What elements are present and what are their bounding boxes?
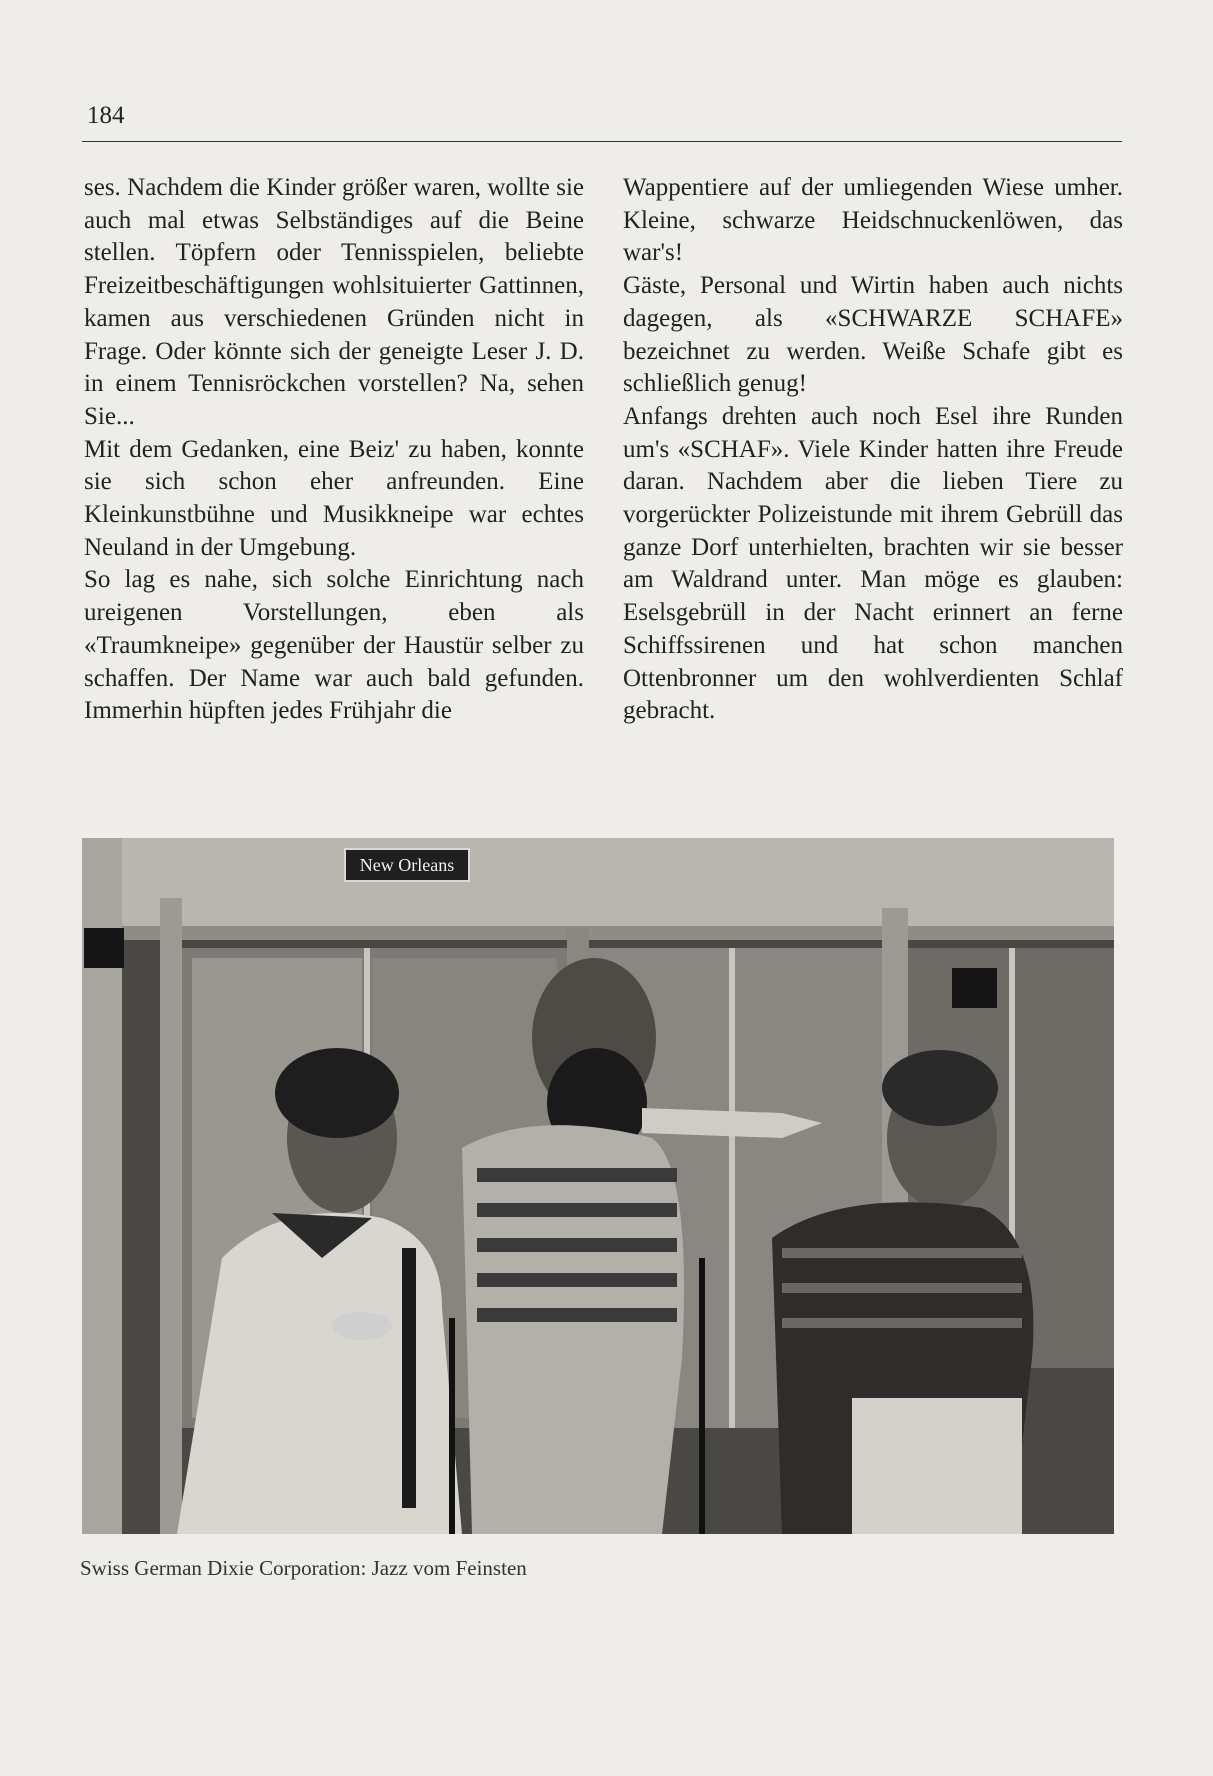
paragraph: Mit dem Gedanken, eine Beiz' zu haben, konnte sie sich schon eher anfreunden. Eine Kleinkunstbühne und Musikkneipe war echtes Neuland in der Umgebung. [84, 435, 584, 561]
paragraph: ses. Nachdem die Kinder größer waren, wollte sie auch mal etwas Selbständiges auf die Beine stellen. Töpfern oder Tennisspielen, beliebte Freizeitbeschäftigungen wohlsituierter Gattinnen, kamen aus verschiedenen Gründen nicht in Frage. Oder könnte sich der geneigte Leser J. D. in einem Tennisröckchen vorstellen? Na, sehen Sie... [84, 174, 584, 430]
paragraph: So lag es nahe, sich solche Einrichtung nach ureigenen Vorstellungen, eben als «Traumkneipe» gegenüber der Haustür selber zu schaffen. Der Name war auch bald gefunden. Immerhin hüpften jedes Frühjahr die [84, 566, 584, 725]
page-number: 184 [87, 102, 125, 129]
band-photo-illustration [82, 838, 1114, 1534]
photo-caption: Swiss German Dixie Corporation: Jazz vom Feinsten [80, 1556, 527, 1580]
left-text-column [84, 172, 584, 728]
paragraph: Anfangs drehten auch noch Esel ihre Runden um's «SCHAF». Viele Kinder hatten ihre Freude daran. Nachdem aber die lieben Tiere zu vorgerückter Polizeistunde mit ihrem Gebrüll das ganze Dorf unterhielten, brachten wir sie besser am Waldrand unter. Man möge es glauben: Eselsgebrüll in der Nacht erinnert an ferne Schiffssirenen und hat schon manchen Ottenbronner um den wohlverdienten Schlaf gebracht. [623, 402, 1123, 725]
paragraph: Wappentiere auf der umliegenden Wiese umher. Kleine, schwarze Heidschnuckenlöwen, das war's! [623, 174, 1123, 267]
paragraph: Gäste, Personal und Wirtin haben auch nichts dagegen, als «SCHWARZE SCHAFE» bezeichnet zu werden. Weiße Schafe gibt es schließlich genug! [623, 272, 1123, 398]
right-text-column [623, 172, 1123, 728]
new-orleans-sign: New Orleans [344, 848, 470, 882]
header-rule [82, 141, 1122, 142]
band-photo [82, 838, 1114, 1534]
